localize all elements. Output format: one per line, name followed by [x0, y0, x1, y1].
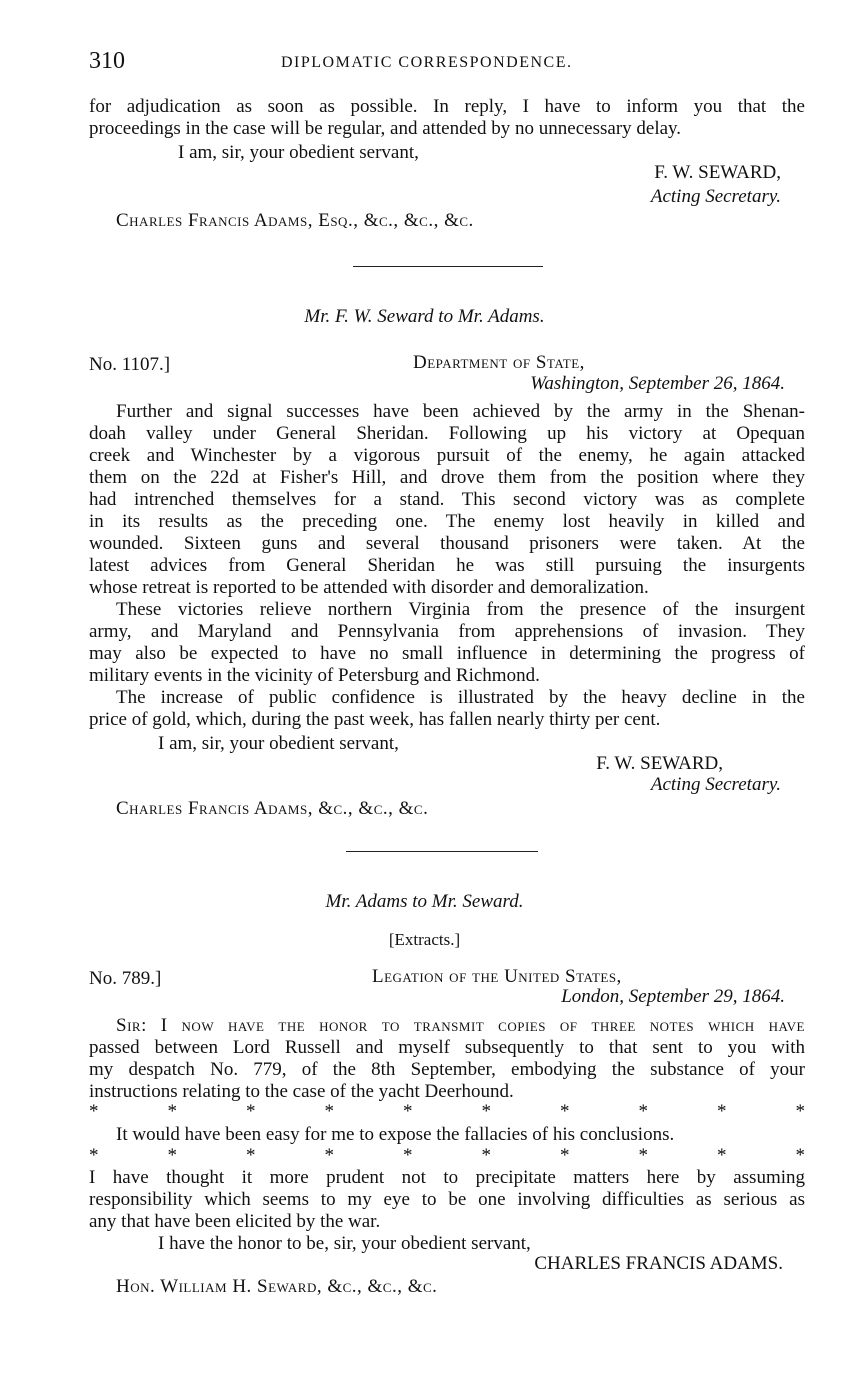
body-line: The increase of public confidence is illustrated by the heavy decline in the: [116, 687, 805, 708]
despatch-number: No. 1107.]: [89, 354, 171, 375]
body-line: proceedings in the case will be regular, and attended by no unnecessary delay.: [89, 118, 682, 139]
sender-office: Legation of the United States,: [372, 966, 622, 987]
body-line: whose retreat is reported to be attended with disorder and demoralization.: [89, 577, 649, 598]
signature-title: Acting Secretary.: [650, 774, 781, 795]
closing-line: I have the honor to be, sir, your obedient servant,: [158, 1233, 531, 1254]
signature-title: Acting Secretary.: [650, 186, 781, 207]
body-line: may also be expected to have no small influence in determining the progress of: [89, 643, 805, 664]
body-line: creek and Winchester by a vigorous pursuit of the enemy, he again attacked: [89, 445, 805, 466]
body-line: passed between Lord Russell and myself subsequently to that sent to you with: [89, 1037, 805, 1058]
signature: F. W. SEWARD,: [654, 162, 781, 183]
body-line: responsibility which seems to my eye to be one involving difficulties as serious as: [89, 1189, 805, 1210]
letter-heading: Mr. Adams to Mr. Seward.: [325, 891, 524, 912]
addressee: Charles Francis Adams, Esq., &c., &c., &c.: [116, 210, 474, 231]
body-line: for adjudication as soon as possible. In reply, I have to inform you that the: [89, 96, 805, 117]
body-line: latest advices from General Sheridan he was still pursuing the insurgents: [89, 555, 805, 576]
signature: F. W. SEWARD,: [596, 753, 723, 774]
body-line: Further and signal successes have been achieved by the army in the Shenan-: [116, 401, 805, 422]
body-line: These victories relieve northern Virginia from the presence of the insurgent: [116, 599, 805, 620]
body-line: army, and Maryland and Pennsylvania from apprehensions of invasion. They: [89, 621, 805, 642]
page-header: [89, 48, 809, 78]
addressee: Hon. William H. Seward, &c., &c., &c.: [116, 1276, 438, 1297]
body-line: instructions relating to the case of the yacht Deerhound.: [89, 1081, 514, 1102]
body-line: had intrenched themselves for a stand. This second victory was as complete: [89, 489, 805, 510]
body-line: I have thought it more prudent not to precipitate matters here by assuming: [89, 1167, 805, 1188]
body-line: doah valley under General Sheridan. Following up his victory at Opequan: [89, 423, 805, 444]
body-line: in its results as the preceding one. The enemy lost heavily in killed and: [89, 511, 805, 532]
body-line: wounded. Sixteen guns and several thousand prisoners were taken. At the: [89, 533, 805, 554]
running-title: DIPLOMATIC CORRESPONDENCE.: [281, 54, 573, 71]
place-date: London, September 29, 1864.: [561, 986, 785, 1007]
section-divider: [346, 851, 538, 852]
letter-heading: Mr. F. W. Seward to Mr. Adams.: [304, 306, 545, 327]
addressee: Charles Francis Adams, &c., &c., &c.: [116, 798, 429, 819]
body-line: It would have been easy for me to expose the fallacies of his conclusions.: [116, 1124, 675, 1145]
signature: CHARLES FRANCIS ADAMS.: [534, 1253, 783, 1274]
body-line: Sir: I now have the honor to transmit copies of three notes which have: [116, 1015, 805, 1036]
body-line: price of gold, which, during the past week, has fallen nearly thirty per cent.: [89, 709, 661, 730]
letter-subheading: [Extracts.]: [388, 930, 461, 949]
body-line: my despatch No. 779, of the 8th September, embodying the substance of your: [89, 1059, 805, 1080]
body-line: them on the 22d at Fisher's Hill, and drove them from the position where they: [89, 467, 805, 488]
place-date: Washington, September 26, 1864.: [530, 373, 785, 394]
page-number: 310: [89, 48, 125, 74]
ellipsis-stars: * * * * * * * * * *: [89, 1101, 805, 1122]
section-divider: [353, 266, 543, 267]
sender-office: Department of State,: [413, 352, 585, 373]
ellipsis-stars: * * * * * * * * * *: [89, 1145, 805, 1166]
body-line: military events in the vicinity of Petersburg and Richmond.: [89, 665, 540, 686]
closing-line: I am, sir, your obedient servant,: [158, 733, 399, 754]
body-line: any that have been elicited by the war.: [89, 1211, 381, 1232]
despatch-number: No. 789.]: [89, 968, 162, 989]
closing-line: I am, sir, your obedient servant,: [178, 142, 419, 163]
